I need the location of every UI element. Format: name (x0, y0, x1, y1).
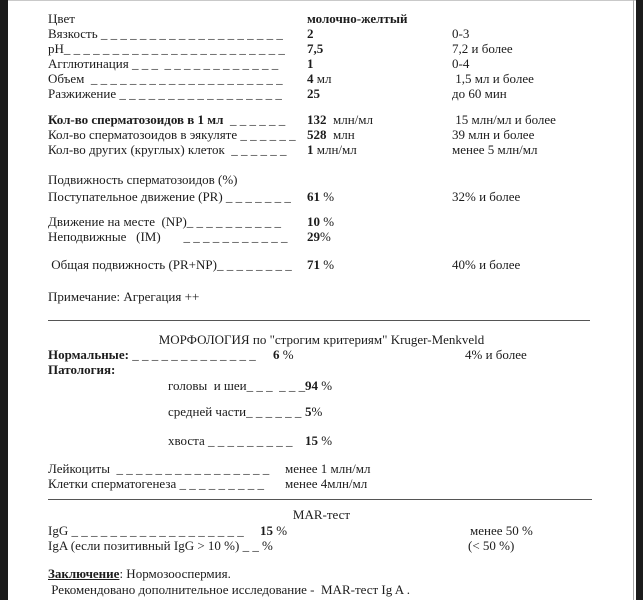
row-value: 29% (307, 229, 331, 244)
row-value: 25 (307, 86, 320, 101)
note-line: Примечание: Агрегация ++ (48, 289, 200, 304)
top-border (0, 0, 643, 1)
row-norm: 40% и более (452, 257, 521, 272)
table-row (0, 11, 630, 26)
row-norm: 15 млн/мл и более (452, 112, 556, 127)
row-norm: 7,2 и более (452, 41, 513, 56)
table-row (0, 56, 630, 71)
row-label: Разжижение _ _ _ _ _ _ _ _ _ _ _ _ _ _ _ _ _ (48, 86, 282, 101)
section-divider (48, 320, 590, 321)
row-label: Объем _ _ _ _ _ _ _ _ _ _ _ _ _ _ _ _ _ _ _ _ (48, 71, 283, 86)
row-label: Нормальные: _ _ _ _ _ _ _ _ _ _ _ _ _ (48, 347, 256, 362)
row-label: Цвет (48, 11, 75, 26)
row-value: 71 % (307, 257, 335, 272)
row-norm: 39 млн и более (452, 127, 535, 142)
table-row (0, 404, 630, 419)
section-divider (48, 499, 592, 500)
row-label: Лейкоциты _ _ _ _ _ _ _ _ _ _ _ _ _ _ _ _ (48, 461, 270, 476)
table-row (0, 214, 630, 229)
row-value: 528 млн (307, 127, 355, 142)
table-row (0, 142, 630, 157)
row-label: головы и шеи_ _ _ _ _ _ (168, 378, 306, 393)
pathology-heading: Патология: (48, 362, 116, 377)
row-value: 15 % (260, 523, 288, 538)
row-label: Кол-во других (круглых) клеток _ _ _ _ _ _ (48, 142, 287, 157)
conclusion-line (0, 566, 630, 581)
row-label: Вязкость _ _ _ _ _ _ _ _ _ _ _ _ _ _ _ _ _ _ _ (48, 26, 283, 41)
row-label: Общая подвижность (PR+NP)_ _ _ _ _ _ _ _ (48, 257, 292, 272)
left-border (0, 0, 8, 600)
row-label: Клетки сперматогенеза _ _ _ _ _ _ _ _ _ (48, 476, 264, 491)
section-heading: Подвижность сперматозоидов (%) (48, 172, 238, 187)
row-norm: (< 50 %) (468, 538, 515, 553)
right-border-line (633, 0, 634, 600)
row-label: Движение на месте (NP)_ _ _ _ _ _ _ _ _ _ (48, 214, 282, 229)
mar-title: MAR-тест (292, 507, 351, 522)
row-label: Агглютинация _ _ _ _ _ _ _ _ _ _ _ _ _ _ _ (48, 56, 279, 71)
row-norm: 4% и более (465, 347, 527, 362)
table-row (0, 112, 630, 127)
row-value: молочно-желтый (307, 11, 408, 26)
row-label: Неподвижные (IM) _ _ _ _ _ _ _ _ _ _ _ (48, 229, 288, 244)
row-value: 10 % (307, 214, 335, 229)
row-label: Кол-во сперматозоидов в эякуляте _ _ _ _ _ _ (48, 127, 296, 142)
table-row (0, 347, 630, 362)
row-label: хвоста _ _ _ _ _ _ _ _ _ (168, 433, 293, 448)
table-row (0, 189, 630, 204)
row-norm: 32% и более (452, 189, 521, 204)
row-norm: менее 5 млн/мл (452, 142, 538, 157)
row-norm: 0-3 (452, 26, 470, 41)
table-row (0, 26, 630, 41)
row-value: 5% (305, 404, 323, 419)
table-row (0, 41, 630, 56)
row-norm: 1,5 мл и более (452, 71, 534, 86)
row-value: 15 % (305, 433, 333, 448)
row-label: Кол-во сперматозоидов в 1 мл _ _ _ _ _ _ (48, 112, 286, 127)
row-value: 7,5 (307, 41, 324, 56)
table-row (0, 538, 630, 553)
table-row (0, 257, 630, 272)
table-row (0, 476, 630, 491)
row-value: 4 мл (307, 71, 332, 86)
morphology-title: МОРФОЛОГИЯ по "строгим критериям" Kruger-Menkveld (158, 332, 485, 347)
row-value: 94 % (305, 378, 333, 393)
conclusion-text: : Нормозооспермия. (119, 566, 231, 581)
row-value: менее 1 млн/мл (285, 461, 371, 476)
row-label: Поступательное движение (PR) _ _ _ _ _ _ _ (48, 189, 291, 204)
row-value: менее 4млн/мл (285, 476, 368, 491)
recommendation-line: Рекомендовано дополнительное исследование - MAR-тест Ig A . (48, 582, 410, 597)
row-value: 132 млн/мл (307, 112, 373, 127)
table-row (0, 461, 630, 476)
table-row (0, 229, 630, 244)
row-value: 6 % (273, 347, 294, 362)
row-value: 1 млн/мл (307, 142, 357, 157)
row-norm: менее 50 % (470, 523, 533, 538)
table-row (0, 71, 630, 86)
table-row (0, 86, 630, 101)
row-norm: до 60 мин (452, 86, 507, 101)
row-label: средней части_ _ _ _ _ _ (168, 404, 302, 419)
row-label: pH_ _ _ _ _ _ _ _ _ _ _ _ _ _ _ _ _ _ _ _ _ _ _ (48, 41, 285, 56)
right-border (636, 0, 643, 600)
table-row (0, 378, 630, 393)
row-value: 61 % (307, 189, 335, 204)
row-label: IgG _ _ _ _ _ _ _ _ _ _ _ _ _ _ _ _ _ _ (48, 523, 244, 538)
row-norm: 0-4 (452, 56, 470, 71)
row-value: 1 (307, 56, 314, 71)
table-row (0, 127, 630, 142)
table-row (0, 523, 630, 538)
row-value: 2 (307, 26, 314, 41)
row-value: % (262, 538, 273, 553)
table-row (0, 433, 630, 448)
conclusion-label: Заключение (48, 566, 120, 581)
row-label: IgA (если позитивный IgG > 10 %) _ _ (48, 538, 259, 553)
